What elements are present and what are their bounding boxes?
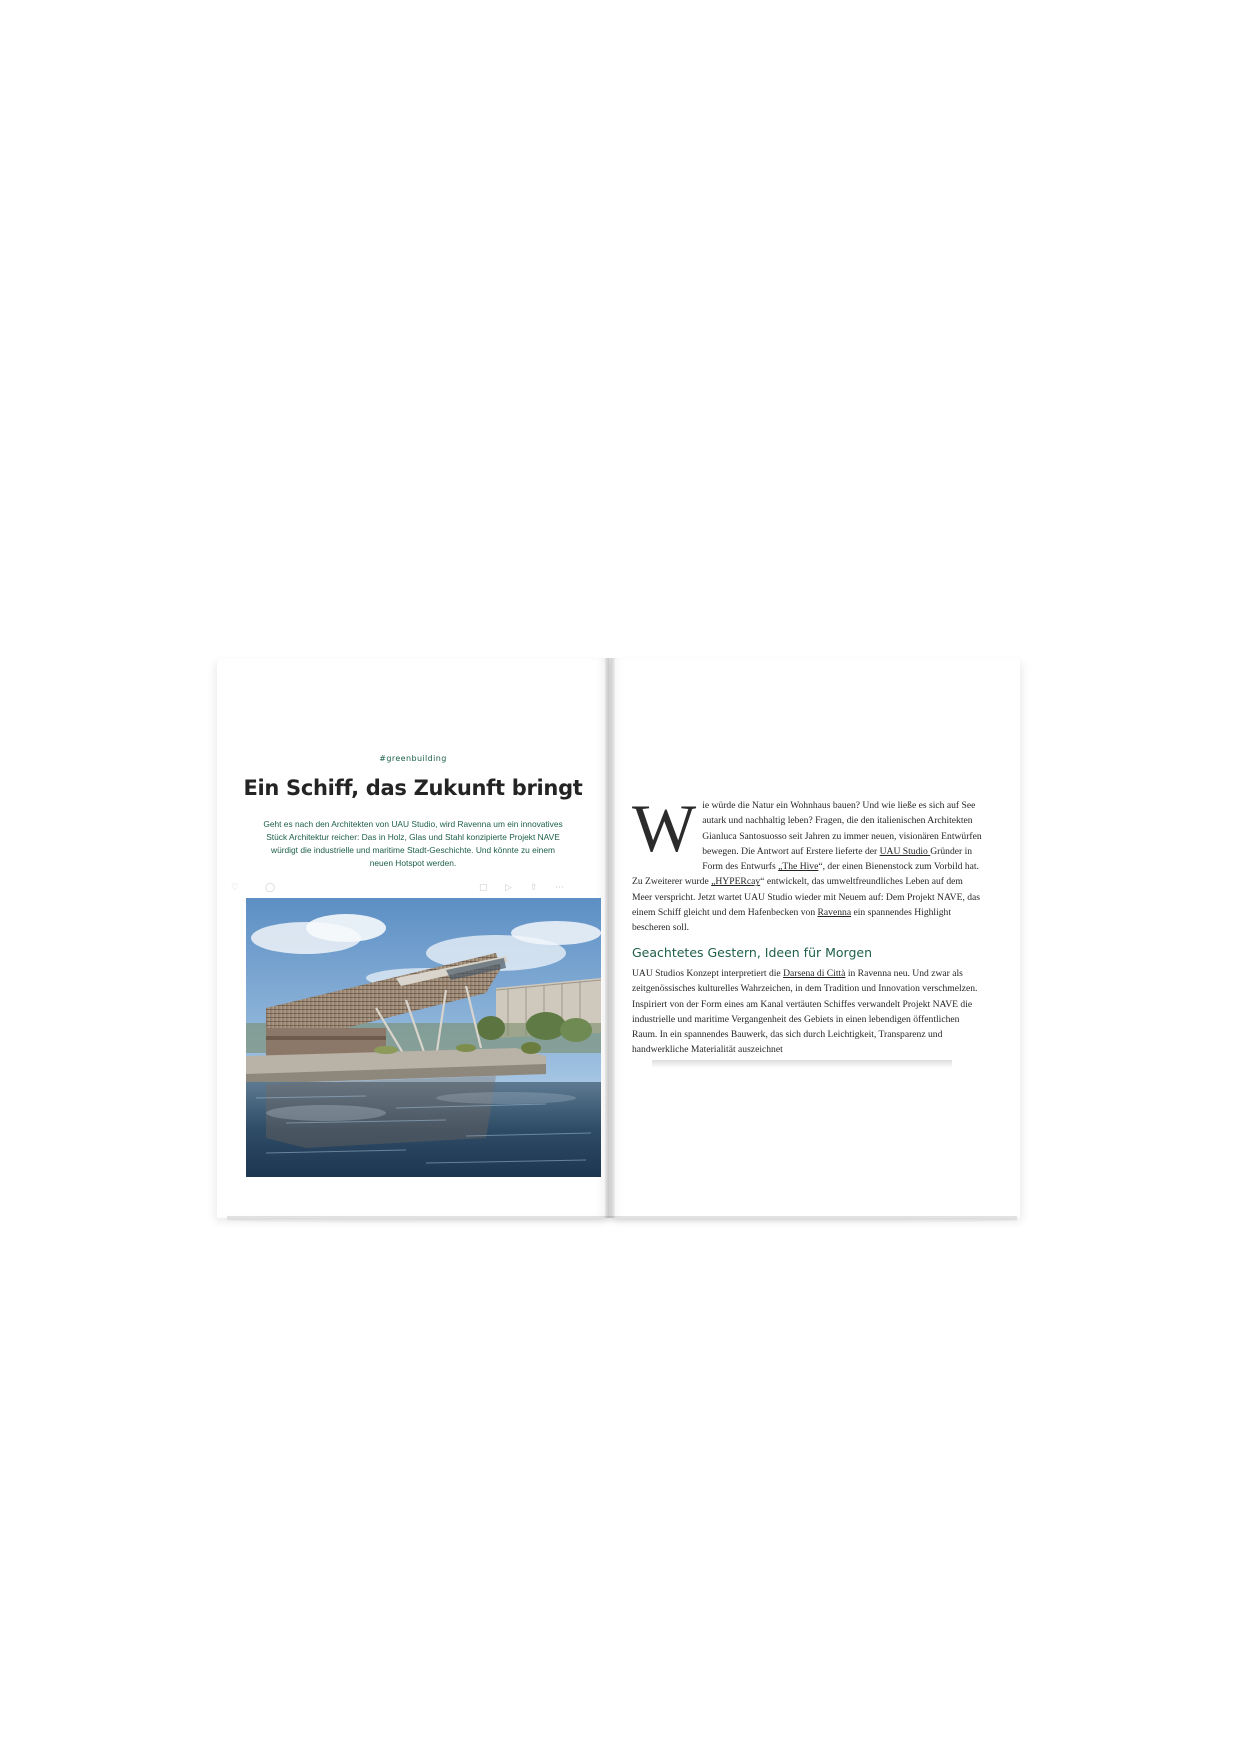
faded-text-line <box>652 1060 952 1068</box>
link-the-hive[interactable]: „The Hive <box>778 861 819 873</box>
bookmark-icon[interactable]: □ <box>479 883 488 893</box>
body-paragraph: UAU Studios Konzept interpretiert die Darsena di Città in Ravenna neu. Und zwar als zeitgenössisches kulturelles Wahrzeichen, in dem Tradition und Innovation verschmelzen. Inspiriert von der Form eines am Kanal vertäuten Schiffes verwandelt Projekt NAVE die industrielle und maritime Vergangenheit des Gebiets in einen lebendigen öffentlichen Raum. In ein spannendes Bauwerk, das sich durch Leichtigkeit, Transparenz und handwerkliche Materialität auszeichnet <box>632 967 978 1056</box>
article-toolbar <box>225 882 601 894</box>
article-headline: Ein Schiff, das Zukunft bringt <box>243 776 583 800</box>
section-subheading: Geachtetes Gestern, Ideen für Morgen <box>632 944 873 960</box>
share-icon[interactable]: ⇧ <box>530 883 538 893</box>
comment-icon[interactable]: ◯ <box>265 883 276 893</box>
spread-shadow <box>227 1216 1017 1224</box>
article-body <box>632 790 982 1068</box>
article-lead: Geht es nach den Architekten von UAU Studio, wird Ravenna um ein innovatives Stück Architektur reicher: Das in Holz, Glas und Stahl konzipierte Projekt NAVE würdigt die industrielle und maritime Stadt-Geschichte. Und könnte zu einem neuen Hotspot werden. <box>263 819 563 868</box>
intro-paragraph: ie würde die Natur ein Wohnhaus bauen? Und wie ließe es sich auf See autark und nachhaltig leben? Fragen, die den italienischen Architekten Gianluca Santosuosso seit Jahren zu immer neuen, visionären Entwürfen bewegen. Die Antwort auf Erstere lieferte der UAU Studio Gründer in Form des Entwurfs „The Hive“, der einen Bienenstock zum Vorbild hat. Zu Zweiterer wurde „HYPERcay“ entwickelt, das umweltfreundliches Leben auf dem Meer verspricht. Jetzt wartet UAU Studio wieder mit Neuem auf: Dem Projekt NAVE, das einem Schiff gleicht und dem Hafenbecken von Ravenna ein spannendes Highlight bescheren soll. <box>632 800 982 934</box>
left-page <box>217 658 609 1218</box>
spine-shadow <box>605 658 615 1218</box>
link-hypercay[interactable]: „HYPERcay <box>711 876 761 888</box>
drop-cap: W <box>632 790 697 866</box>
building-render-photo <box>246 898 601 1177</box>
link-ravenna[interactable]: Ravenna <box>817 907 852 919</box>
more-icon[interactable]: ⋯ <box>555 883 564 893</box>
category-hashtag: #greenbuilding <box>379 754 447 763</box>
like-icon[interactable]: ♡ <box>231 883 240 893</box>
link-darsena-di-citta[interactable]: Darsena di Città <box>783 967 846 979</box>
play-icon[interactable]: ▷ <box>505 883 512 893</box>
magazine-spread <box>217 658 1020 1224</box>
right-page <box>611 658 1020 1218</box>
link-uau-studio[interactable]: UAU Studio <box>879 845 931 857</box>
